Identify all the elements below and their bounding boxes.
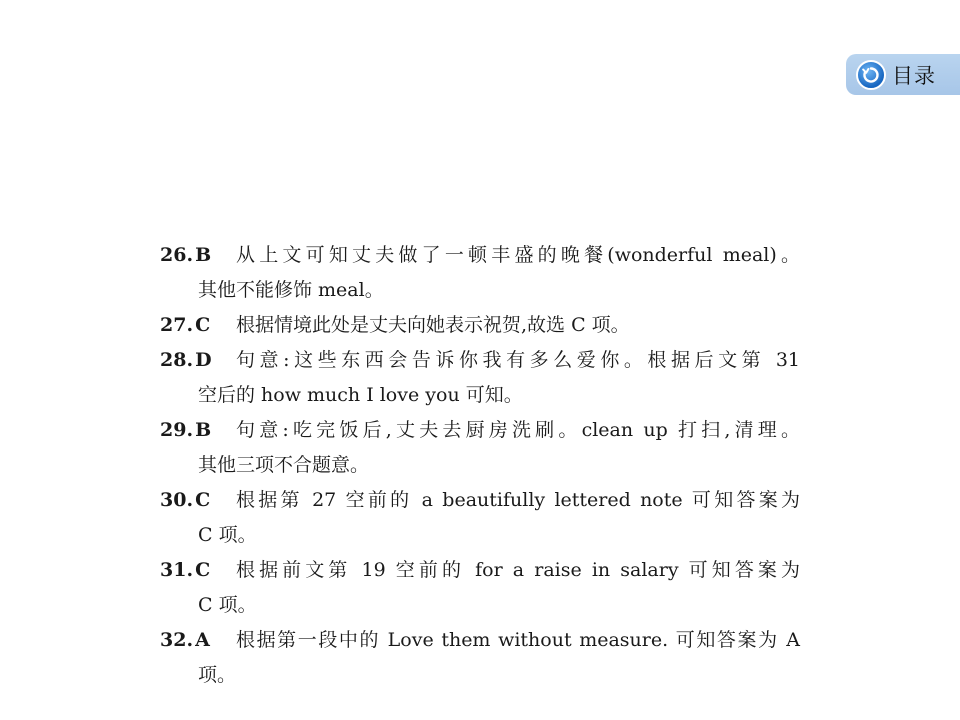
- answer-item: [160, 553, 800, 623]
- explanation-line: 根据情境此处是丈夫向她表示祝贺,故选 C 项。: [236, 314, 630, 336]
- question-number: 30.: [160, 489, 194, 511]
- answer-list: [160, 238, 800, 693]
- answer-item: [160, 308, 800, 343]
- question-number: 27.: [160, 314, 194, 336]
- answer-item: [160, 238, 800, 308]
- answer-letter: D: [195, 349, 212, 371]
- refresh-circle-icon: [856, 60, 886, 90]
- answer-explanation: [198, 308, 800, 343]
- answer-explanation: [198, 553, 800, 623]
- question-number: 29.: [160, 419, 194, 441]
- toc-label: 目录: [892, 63, 936, 88]
- explanation-line: 根据前文第 19 空前的 for a raise in salary 可知答案为: [236, 559, 800, 581]
- explanation-line: 项。: [198, 664, 237, 686]
- explanation-line: 其他三项不合题意。: [198, 454, 370, 476]
- explanation-line: 根据第一段中的 Love them without measure. 可知答案为 A: [236, 629, 800, 651]
- explanation-line: 句意:吃完饭后,丈夫去厨房洗刷。clean up 打扫,清理。: [236, 419, 800, 441]
- question-number: 28.: [160, 349, 194, 371]
- answer-explanation: [198, 483, 800, 553]
- question-number: 32.: [160, 629, 194, 651]
- answer-explanation: [198, 413, 800, 483]
- toc-button[interactable]: [846, 54, 960, 95]
- answer-letter: C: [195, 314, 211, 336]
- answer-item: [160, 413, 800, 483]
- answer-letter: C: [195, 489, 211, 511]
- explanation-line: 其他不能修饰 meal。: [198, 279, 384, 301]
- answer-explanation: [198, 343, 800, 413]
- explanation-line: 句意:这些东西会告诉你我有多么爱你。根据后文第 31: [236, 349, 800, 371]
- answer-letter: B: [195, 244, 212, 266]
- answer-item: [160, 483, 800, 553]
- explanation-line: 从上文可知丈夫做了一顿丰盛的晚餐(wonderful meal)。: [236, 244, 800, 266]
- explanation-line: 根据第 27 空前的 a beautifully lettered note 可知答案为: [236, 489, 800, 511]
- explanation-line: C 项。: [198, 594, 257, 616]
- answer-letter: A: [195, 629, 210, 651]
- question-number: 26.: [160, 244, 194, 266]
- answer-item: [160, 623, 800, 693]
- explanation-line: C 项。: [198, 524, 257, 546]
- answer-explanation: [198, 623, 800, 693]
- answer-item: [160, 343, 800, 413]
- answer-letter: B: [195, 419, 212, 441]
- answer-explanation: [198, 238, 800, 308]
- answer-letter: C: [195, 559, 211, 581]
- explanation-line: 空后的 how much I love you 可知。: [198, 384, 523, 406]
- question-number: 31.: [160, 559, 194, 581]
